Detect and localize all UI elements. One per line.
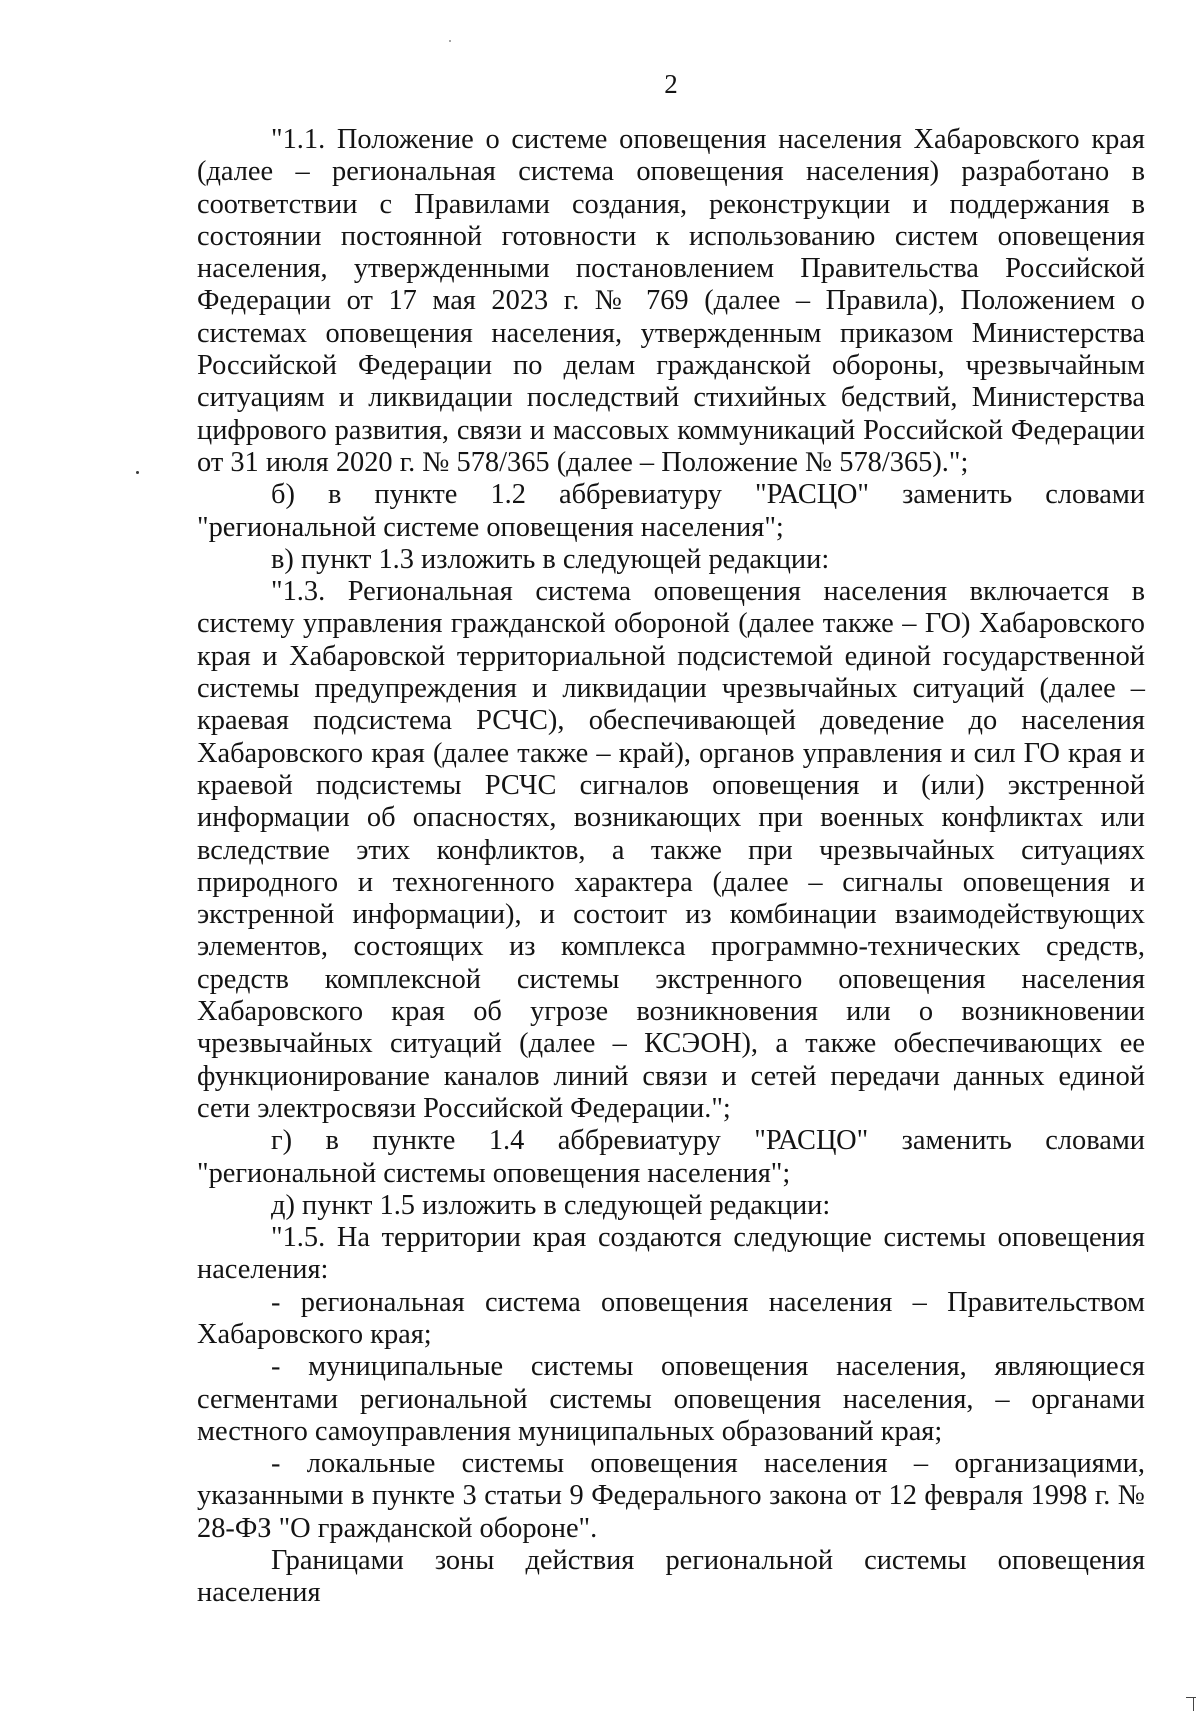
paragraph-1-3: "1.3. Региональная система оповещения населения включается в систему управления гражданской обороной (далее также – ГО) Хабаровского края и Хабаровской территориальной подсистемой единой государственной системы предупреждения и ликвидации чрезвычайных ситуаций (далее – краевая подсистема РСЧС), обеспечивающей доведение до населения Хабаровского края (далее также – край), органов управления и сил ГО края и краевой подсистемы РСЧС сигналов оповещения и (или) экстренной информации об опасностях, возникающих при военных конфликтах или вследствие этих конфликтов, а также при чрезвычайных ситуациях природного и техногенного характера (далее – сигналы оповещения и экстренной информации), и состоит из комбинации взаимодействующих элементов, состоящих из комплекса программно-технических средств, средств комплексной системы экстренного оповещения населения Хабаровского края об угрозе возникновения или о возникновении чрезвычайных ситуаций (далее – КСЭОН), а также обеспечивающих ее функционирование каналов линий связи и сетей передачи данных единой сети электросвязи Российской Федерации."; <box>197 576 1145 1124</box>
scan-corner-mark <box>1186 1697 1196 1711</box>
paragraph-1-5: "1.5. На территории края создаются следующие системы оповещения населения: <box>197 1222 1145 1286</box>
list-item-municipal: - муниципальные системы оповещения населения, являющиеся сегментами региональной системы оповещения населения, – органами местного самоуправления муниципальных образований края; <box>197 1351 1145 1447</box>
paragraph-v: в) пункт 1.3 изложить в следующей редакции: <box>271 543 830 575</box>
paragraph-b: б) в пункте 1.2 аббревиатуру "РАСЦО" заменить словами "региональной системе оповещения населения"; <box>197 479 1145 543</box>
paragraph-zone-borders: Границами зоны действия региональной системы оповещения населения <box>197 1545 1145 1609</box>
paragraph-d: д) пункт 1.5 изложить в следующей редакции: <box>271 1189 831 1221</box>
list-item-regional: - региональная система оповещения населения – Правительством Хабаровского края; <box>197 1286 1145 1350</box>
page-number: 2 <box>664 69 678 99</box>
scan-speck <box>136 471 139 474</box>
document-body <box>197 124 1145 1610</box>
paragraph-g: г) в пункте 1.4 аббревиатуру "РАСЦО" заменить словами "региональной системы оповещения населения"; <box>197 1125 1145 1189</box>
scan-speck <box>449 40 451 42</box>
paragraph-1-1: "1.1. Положение о системе оповещения населения Хабаровского края (далее – региональная система оповещения населения) разработано в соответствии с Правилами создания, реконструкции и поддержания в состоянии постоянной готовности к использованию систем оповещения населения, утвержденными постановлением Правительства Российской Федерации от 17 мая 2023 г. № 769 (далее – Правила), Положением о системах оповещения населения, утвержденным приказом Министерства Российской Федерации по делам гражданской обороны, чрезвычайным ситуациям и ликвидации последствий стихийных бедствий, Министерства цифрового развития, связи и массовых коммуникаций Российской Федерации от 31 июля 2020 г. № 578/365 (далее – Положение № 578/365)."; <box>197 124 1145 478</box>
list-item-local: - локальные системы оповещения населения – организациями, указанными в пункте 3 статьи 9 Федерального закона от 12 февраля 1998 г. № 28-ФЗ "О гражданской обороне". <box>197 1448 1145 1544</box>
